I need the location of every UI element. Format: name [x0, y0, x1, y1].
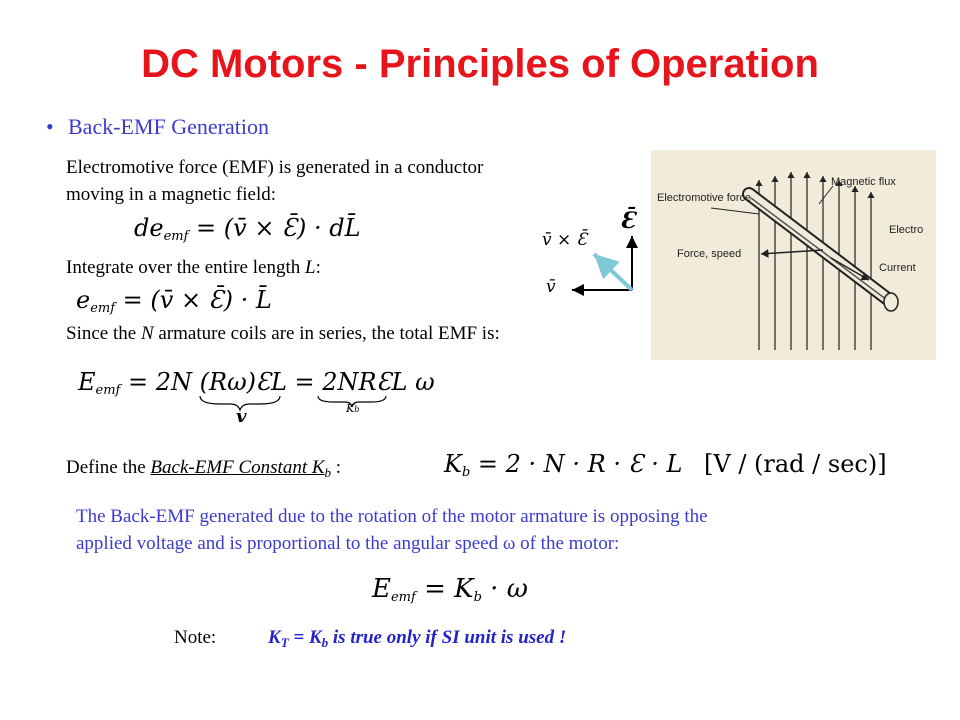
- bullet-dot: •: [46, 114, 54, 139]
- note-text: $K_T = K_b$ is true only if SI unit is used !: [268, 627, 567, 650]
- vector-label-v: v̄: [546, 277, 556, 297]
- bullet-back-emf: [46, 114, 269, 140]
- equation-e-emf: $e_{emf}$ = (v̄ × Ɛ̄) · L̄: [76, 286, 272, 316]
- vector-label-cross: v̄ × Ɛ̄: [542, 230, 588, 250]
- figure-label-current: Current: [879, 262, 916, 274]
- kb-units: [V / (rad / sec)]: [704, 450, 887, 478]
- brace-label-v: v: [236, 406, 247, 427]
- bullet-label: Back-EMF Generation: [68, 114, 269, 139]
- figure-label-force: Force, speed: [677, 248, 742, 260]
- series-text: Since the N armature coils are in series, the total EMF is:: [66, 323, 500, 344]
- figure-label-electro: Electro: [889, 224, 924, 236]
- slide-title: DC Motors - Principles of Operation: [141, 42, 819, 86]
- define-text: Define the Back-EMF Constant $K_b$ :: [66, 457, 342, 480]
- equation-kb: $K_b = 2 \cdot N \cdot R$ · Ɛ · L: [444, 450, 683, 480]
- equation-final: $E_{emf} = K_b \cdot \omega$: [372, 574, 528, 605]
- vector-label-e: Ɛ̄: [620, 208, 636, 234]
- note-label: Note:: [174, 627, 217, 648]
- cross-vector-arrow: [594, 254, 632, 290]
- emf-intro-line-2: moving in a magnetic field:: [66, 184, 277, 205]
- force-arrow: [761, 250, 823, 254]
- description-line-2: applied voltage and is proportional to the angular speed ω of the motor:: [76, 533, 620, 554]
- description-line-1: The Back-EMF generated due to the rotation of the motor armature is opposing the: [76, 506, 708, 527]
- equation-de-emf: $de_{emf}$ = (v̄ × Ɛ̄) · dL̄: [134, 214, 361, 244]
- equation-total-emf: $E_{emf} = 2N$ (Rω)ƐL = 2NRƐL ω: [78, 368, 435, 398]
- flux-pointer: [819, 186, 833, 204]
- conductor-figure: [651, 150, 936, 360]
- brace-label-kb: Kb: [346, 402, 360, 415]
- integrate-text: Integrate over the entire length L:: [66, 257, 321, 278]
- figure-label-emf: Electromotive force: [657, 192, 752, 204]
- underbrace-annotations: [190, 394, 410, 434]
- emf-pointer: [711, 208, 759, 214]
- figure-label-flux: Magnetic flux: [831, 176, 896, 188]
- emf-intro-line-1: Electromotive force (EMF) is generated in a conductor: [66, 157, 484, 178]
